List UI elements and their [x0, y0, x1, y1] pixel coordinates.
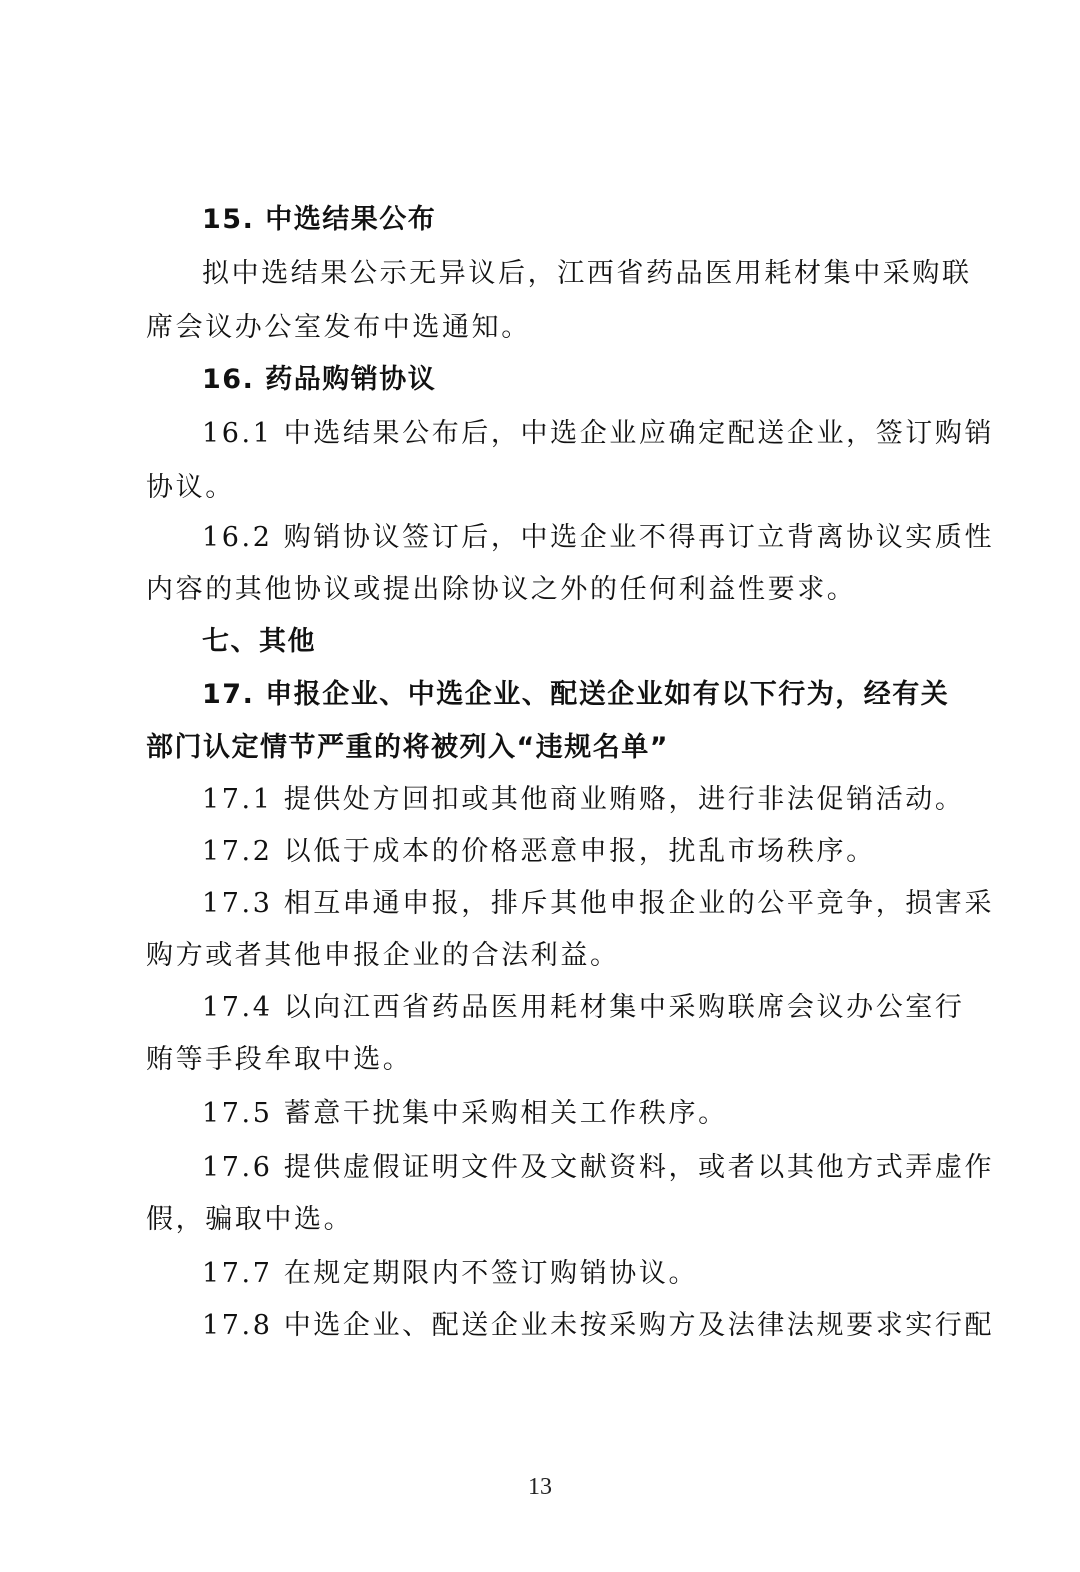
paragraph-line: 17.1 提供处方回扣或其他商业贿赂，进行非法促销活动。	[202, 784, 965, 815]
paragraph-line: 拟中选结果公示无异议后，江西省药品医用耗材集中采购联	[202, 258, 972, 289]
paragraph-line: 17.5 蓄意干扰集中采购相关工作秩序。	[202, 1098, 728, 1129]
paragraph-line: 16.1 中选结果公布后，中选企业应确定配送企业，签订购销	[202, 418, 995, 449]
paragraph-line: 17.8 中选企业、配送企业未按采购方及法律法规要求实行配	[202, 1310, 995, 1341]
page-number: 13	[528, 1474, 552, 1500]
heading-15-result-announcement: 15. 中选结果公布	[202, 204, 437, 235]
paragraph-line: 16.2 购销协议签订后，中选企业不得再订立背离协议实质性	[202, 522, 995, 553]
paragraph-line: 17.7 在规定期限内不签订购销协议。	[202, 1258, 699, 1289]
paragraph-line: 17.3 相互串通申报，排斥其他申报企业的公平竞争，损害采	[202, 888, 995, 919]
heading-17-violations: 17. 申报企业、中选企业、配送企业如有以下行为，经有关	[202, 679, 950, 710]
heading-16-purchase-agreement: 16. 药品购销协议	[202, 364, 437, 395]
paragraph-line: 贿等手段牟取中选。	[146, 1044, 413, 1075]
heading-section-7-other: 七、其他	[202, 626, 316, 657]
paragraph-line: 购方或者其他申报企业的合法利益。	[146, 940, 620, 971]
paragraph-line: 内容的其他协议或提出除协议之外的任何利益性要求。	[146, 574, 857, 605]
paragraph-line: 假，骗取中选。	[146, 1204, 354, 1235]
heading-17-violations-continued: 部门认定情节严重的将被列入“违规名单”	[146, 732, 669, 763]
paragraph-line: 席会议办公室发布中选通知。	[146, 312, 531, 343]
paragraph-line: 协议。	[146, 472, 235, 503]
paragraph-line: 17.6 提供虚假证明文件及文献资料，或者以其他方式弄虚作	[202, 1152, 995, 1183]
paragraph-line: 17.4 以向江西省药品医用耗材集中采购联席会议办公室行	[202, 992, 965, 1023]
paragraph-line: 17.2 以低于成本的价格恶意申报，扰乱市场秩序。	[202, 836, 876, 867]
